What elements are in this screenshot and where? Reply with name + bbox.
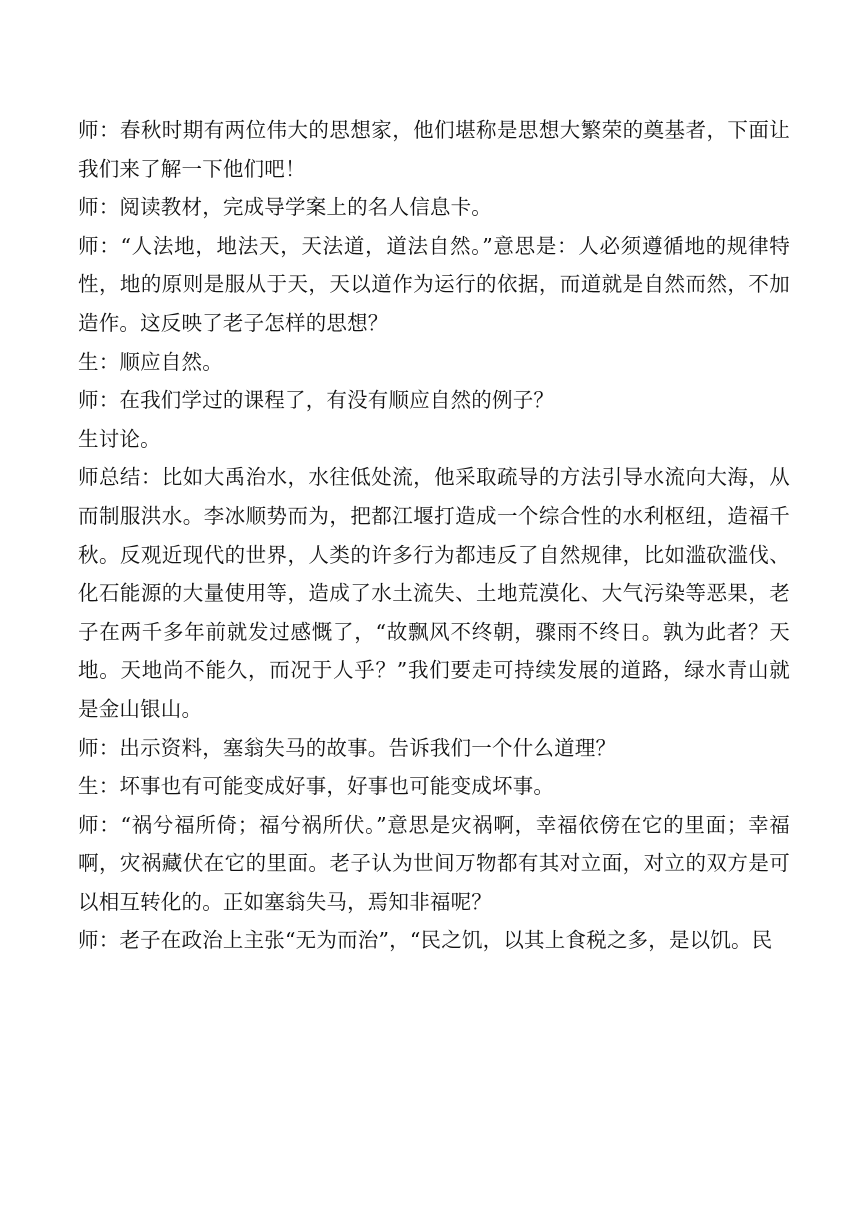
paragraph-teacher-huofu: 师：“祸兮福所倚；福兮祸所伏。”意思是灾祸啊，幸福依傍在它的里面；幸福啊，灾祸藏伏在它的里面。老子认为世间万物都有其对立面，对立的双方是可以相互转化的。正如塞翁失马，焉知非福呢？ [78,812,790,914]
paragraph-teacher-reading-task: 师：阅读教材，完成导学案上的名人信息卡。 [78,195,492,220]
paragraph-teacher-summary: 师总结：比如大禹治水，水往低处流，他采取疏导的方法引导水流向大海，从而制服洪水。李冰顺势而为，把都江堰打造成一个综合性的水利枢纽，造福千秋。反观近现代的世界，人类的许多行为都违反了自然规律，比如滥砍滥伐、化石能源的大量使用等，造成了水土流失、土地荒漠化、大气污染等恶果，老子在两千多年前就发过感慨了，“故飘风不终朝，骤雨不终日。孰为此者？天地。天地尚不能久，而况于人乎？”我们要走可持续发展的道路，绿水青山就是金山银山。 [78,465,790,721]
paragraph-teacher-daofaziran: 师：“人法地，地法天，天法道，道法自然。”意思是：人必须遵循地的规律特性，地的原则是服从于天，天以道作为运行的依据，而道就是自然而然，不加造作。这反映了老子怎样的思想？ [78,233,790,335]
paragraph-teacher-intro: 师：春秋时期有两位伟大的思想家，他们堪称是思想大繁荣的奠基者，下面让我们来了解一下他们吧！ [78,118,790,181]
paragraph-teacher-wuweierzhi: 师：老子在政治上主张“无为而治”，“民之饥，以其上食税之多，是以饥。民 [78,928,773,953]
paragraph-teacher-question-examples: 师：在我们学过的课程了，有没有顺应自然的例子？ [78,388,555,413]
paragraph-student-answer-transform: 生：坏事也有可能变成好事，好事也可能变成坏事。 [78,774,555,799]
paragraph-teacher-saiwengshima: 师：出示资料，塞翁失马的故事。告诉我们一个什么道理？ [78,735,617,760]
paragraph-student-discussion: 生讨论。 [78,426,161,451]
paragraph-student-answer-nature: 生：顺应自然。 [78,349,223,374]
document-body [78,111,790,960]
